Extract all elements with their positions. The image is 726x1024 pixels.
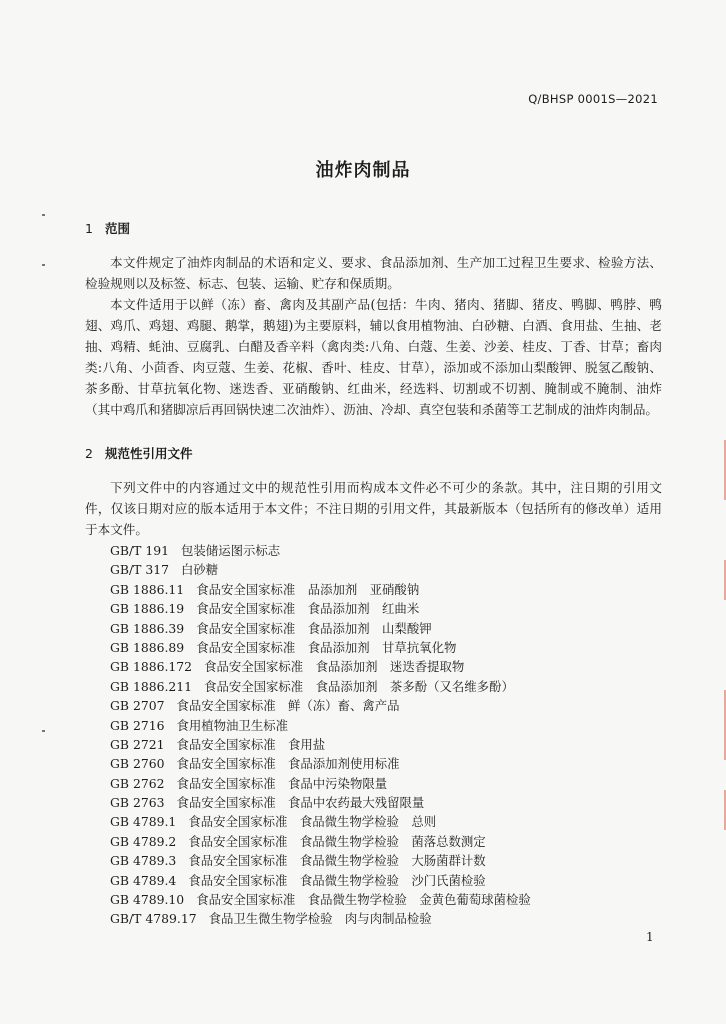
section-2-paragraph-1: 下列文件中的内容通过文中的规范性引用而构成本文件必不可少的条款。其中，注日期的引用文件，仅该日期对应的版本适用于本文件；不注日期的引用文件，其最新版本（包括所有的修改单）适用于本文件。 [85, 480, 662, 537]
edge-stain [714, 560, 726, 600]
reference-code: GB 2763 [110, 795, 165, 811]
reference-code: GB/T 4789.17 [110, 911, 197, 927]
reference-code: GB/T 191 [110, 543, 170, 558]
reference-title: 食品安全国家标准 鲜（冻）畜、禽产品 [176, 698, 400, 714]
reference-title: 食品安全国家标准 食品微生物学检验 金黄色葡萄球菌检验 [196, 892, 531, 908]
reference-title: 食品安全国家标准 食品微生物学检验 大肠菌群计数 [188, 853, 486, 869]
reference-code: GB 4789.3 [110, 853, 177, 869]
reference-title: 食品安全国家标准 食品添加剂 茶多酚（又名维多酚） [204, 678, 514, 694]
edge-stain [714, 790, 726, 830]
reference-item [110, 580, 531, 599]
reference-title: 食品安全国家标准 食品添加剂 迷迭香提取物 [204, 659, 465, 675]
section-1-heading [85, 219, 130, 237]
section-title: 规范性引用文件 [105, 446, 193, 461]
reference-item [110, 638, 531, 657]
reference-title: 食用植物油卫生标准 [176, 717, 288, 733]
reference-item [110, 774, 531, 793]
reference-title: 食品安全国家标准 食用盐 [176, 736, 326, 752]
edge-stain [714, 440, 726, 500]
reference-item [110, 909, 531, 928]
reference-item [110, 657, 531, 676]
document-title: 油炸肉制品 [315, 160, 411, 181]
reference-title: 食品安全国家标准 食品添加剂 甘草抗氧化物 [196, 639, 457, 655]
reference-code: GB 1886.39 [110, 620, 185, 636]
reference-code: GB 1886.211 [110, 678, 193, 694]
reference-item [110, 599, 531, 618]
reference-code: GB 4789.1 [110, 814, 177, 830]
reference-item [110, 696, 531, 715]
section-number: 2 [85, 446, 93, 461]
page-number: 1 [646, 930, 654, 944]
reference-title: 食品安全国家标准 食品添加剂 红曲米 [196, 601, 420, 617]
reference-code: GB 2716 [110, 717, 165, 733]
edge-stain [714, 690, 726, 760]
reference-item [110, 832, 531, 851]
section-1-paragraph-1: 本文件规定了油炸肉制品的术语和定义、要求、食品添加剂、生产加工过程卫生要求、检验方法、检验规则以及标签、标志、包装、运输、贮存和保质期。 [85, 255, 662, 291]
reference-code: GB 1886.172 [110, 659, 193, 675]
reference-code: GB 1886.89 [110, 639, 185, 655]
reference-item [110, 754, 531, 773]
reference-code: GB 1886.11 [110, 581, 185, 597]
reference-item [110, 677, 531, 696]
reference-title: 白砂糖 [181, 562, 219, 578]
reference-title: 食品卫生微生物学检验 肉与肉制品检验 [208, 911, 432, 927]
reference-title: 包装储运图示标志 [181, 543, 281, 558]
reference-item [110, 871, 531, 890]
reference-item [110, 851, 531, 870]
section-2-heading [85, 444, 193, 462]
reference-code: GB 4789.4 [110, 872, 177, 888]
reference-code: GB 2760 [110, 756, 165, 772]
reference-item [110, 812, 531, 831]
section-number: 1 [85, 221, 93, 236]
margin-mark [42, 214, 45, 216]
reference-title: 食品安全国家标准 食品中污染物限量 [176, 775, 388, 791]
document-code: Q/BHSP 0001S—2021 [528, 92, 658, 106]
reference-title: 食品安全国家标准 食品添加剂 山梨酸钾 [196, 620, 432, 636]
reference-title: 食品安全国家标准 品添加剂 亚硝酸钠 [196, 581, 420, 597]
normative-references-list [110, 541, 531, 929]
reference-code: GB 2762 [110, 775, 165, 791]
section-1-paragraph-2: 本文件适用于以鲜（冻）畜、禽肉及其副产品(包括：牛肉、猪肉、猪脚、猪皮、鸭脚、鸭脖、鸭翅、鸡爪、鸡翅、鸡腿、鹅掌，鹅翅)为主要原料，辅以食用植物油、白砂糖、白酒、食用盐、生抽、老抽、鸡精、蚝油、豆腐乳、白醋及香辛料（禽肉类:八角、白蔻、生姜、沙姜、桂皮、丁香、甘草；畜肉类:八角、小茴香、肉豆蔻、生姜、花椒、香叶、桂皮、甘草），添加或不添加山梨酸钾、脱氢乙酸钠、茶多酚、甘草抗氧化物、迷迭香、亚硝酸钠、红曲米，经选料、切割或不切割、腌制或不腌制、油炸（其中鸡爪和猪脚凉后再回锅快速二次油炸）、沥油、冷却、真空包装和杀菌等工艺制成的油炸肉制品。 [85, 297, 662, 417]
reference-item [110, 560, 531, 579]
section-title: 范围 [105, 221, 131, 236]
margin-mark [42, 730, 45, 732]
reference-title: 食品安全国家标准 食品微生物学检验 菌落总数测定 [188, 833, 486, 849]
reference-item [110, 735, 531, 754]
reference-code: GB 4789.10 [110, 892, 185, 908]
reference-code: GB/T 317 [110, 562, 170, 578]
reference-item [110, 541, 531, 560]
reference-title: 食品安全国家标准 食品添加剂使用标准 [176, 756, 400, 772]
reference-code: GB 4789.2 [110, 833, 177, 849]
reference-code: GB 2721 [110, 736, 165, 752]
reference-title: 食品安全国家标准 食品中农药最大残留限量 [176, 795, 425, 811]
reference-item [110, 716, 531, 735]
reference-item [110, 890, 531, 909]
reference-code: GB 2707 [110, 698, 165, 714]
reference-code: GB 1886.19 [110, 601, 185, 617]
reference-title: 食品安全国家标准 食品微生物学检验 沙门氏菌检验 [188, 872, 486, 888]
reference-title: 食品安全国家标准 食品微生物学检验 总则 [188, 814, 437, 830]
reference-item [110, 793, 531, 812]
margin-mark [42, 264, 45, 266]
reference-item [110, 619, 531, 638]
